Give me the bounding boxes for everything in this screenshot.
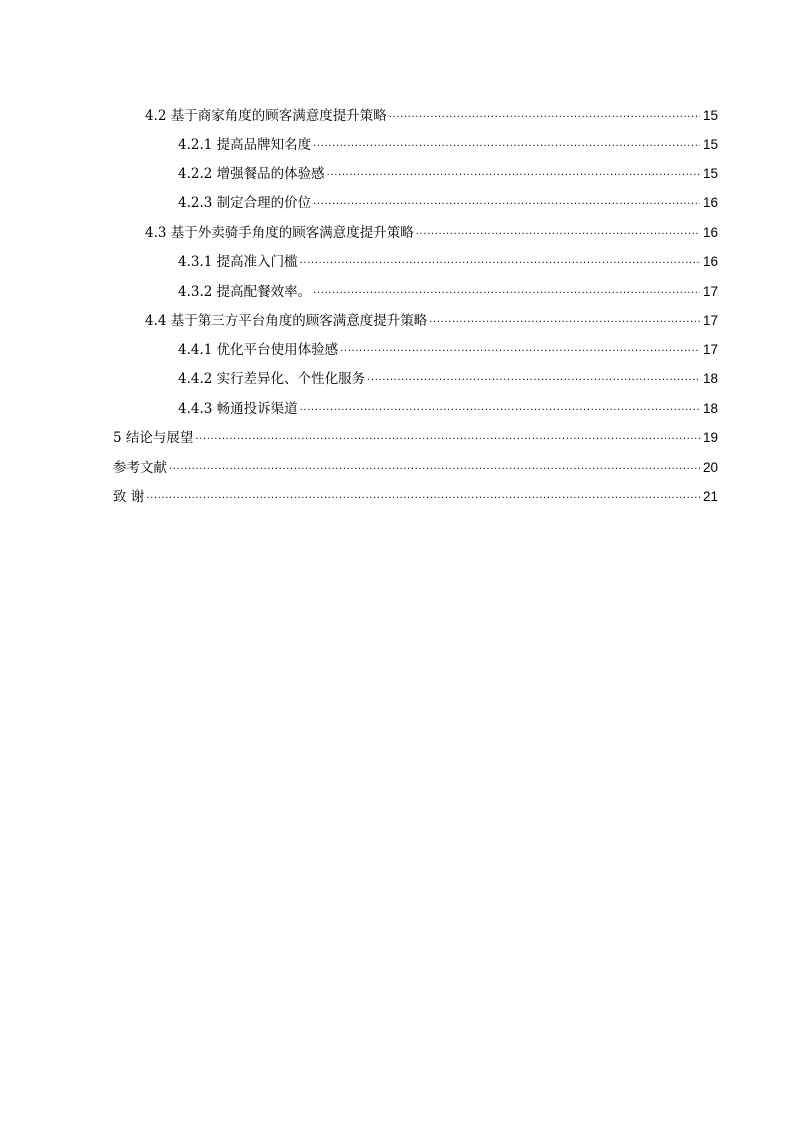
toc-entry-4-4-3[interactable] xyxy=(178,396,718,418)
toc-dot-leader xyxy=(367,371,700,385)
toc-page-number: 15 xyxy=(702,108,718,123)
toc-dot-leader xyxy=(340,342,700,356)
toc-dot-leader xyxy=(300,254,700,268)
toc-entry-4-3-1[interactable] xyxy=(178,249,718,271)
toc-entry-title: 4.2.2 增强餐品的体验感 xyxy=(178,166,325,182)
toc-entry-4-2-3[interactable] xyxy=(178,190,718,212)
toc-page-number: 15 xyxy=(702,137,718,152)
toc-entry-title: 4.2.1 提高品牌知名度 xyxy=(178,137,312,153)
toc-page-number: 16 xyxy=(702,225,718,240)
toc-dot-leader xyxy=(327,166,700,180)
toc-entry-4-4-1[interactable] xyxy=(178,337,718,359)
toc-entry-title: 4.3 基于外卖骑手角度的顾客满意度提升策略 xyxy=(145,225,414,241)
toc-entry-title: 4.4.1 优化平台使用体验感 xyxy=(178,342,339,358)
toc-page-number: 15 xyxy=(702,166,718,181)
toc-page-number: 16 xyxy=(702,195,718,210)
toc-dot-leader xyxy=(313,284,700,298)
toc-entry-acknowledgements[interactable] xyxy=(113,484,718,506)
toc-entry-title: 4.3.2 提高配餐效率。 xyxy=(178,284,312,300)
toc-page-number: 19 xyxy=(702,430,718,445)
toc-page-number: 18 xyxy=(702,401,718,416)
toc-dot-leader xyxy=(313,137,700,151)
toc-entry-4-4[interactable] xyxy=(145,308,718,330)
toc-entry-4-2-1[interactable] xyxy=(178,132,718,154)
toc-dot-leader xyxy=(416,225,700,239)
toc-entry-title: 参考文献 xyxy=(113,460,167,476)
toc-entry-title: 4.3.1 提高准入门槛 xyxy=(178,254,298,270)
toc-page-number: 17 xyxy=(702,284,718,299)
toc-entry-4-2-2[interactable] xyxy=(178,161,718,183)
toc-dot-leader xyxy=(389,108,700,122)
toc-page-number: 17 xyxy=(702,313,718,328)
toc-entry-title: 致 谢 xyxy=(113,489,145,505)
toc-entry-5[interactable] xyxy=(113,425,718,447)
toc-page-number: 20 xyxy=(702,460,718,475)
toc-dot-leader xyxy=(195,430,700,444)
toc-dot-leader xyxy=(300,401,700,415)
toc-entry-title: 5 结论与展望 xyxy=(113,430,194,446)
toc-entry-references[interactable] xyxy=(113,455,718,477)
toc-entry-4-2[interactable] xyxy=(145,103,718,125)
toc-entry-title: 4.4 基于第三方平台角度的顾客满意度提升策略 xyxy=(145,313,428,329)
toc-entry-4-3[interactable] xyxy=(145,220,718,242)
toc-page-number: 21 xyxy=(702,489,718,504)
toc-entry-4-3-2[interactable] xyxy=(178,279,718,301)
toc-entry-title: 4.2.3 制定合理的价位 xyxy=(178,195,312,211)
toc-dot-leader xyxy=(169,460,700,474)
toc-dot-leader xyxy=(429,313,700,327)
toc-entry-title: 4.2 基于商家角度的顾客满意度提升策略 xyxy=(145,108,387,124)
toc-entry-title: 4.4.3 畅通投诉渠道 xyxy=(178,401,298,417)
toc-dot-leader xyxy=(146,489,700,503)
toc-entry-title: 4.4.2 实行差异化、个性化服务 xyxy=(178,371,366,387)
toc-page-number: 17 xyxy=(702,342,718,357)
toc-page-number: 16 xyxy=(702,254,718,269)
toc-page-number: 18 xyxy=(702,371,718,386)
toc-dot-leader xyxy=(313,195,700,209)
toc-entry-4-4-2[interactable] xyxy=(178,366,718,388)
